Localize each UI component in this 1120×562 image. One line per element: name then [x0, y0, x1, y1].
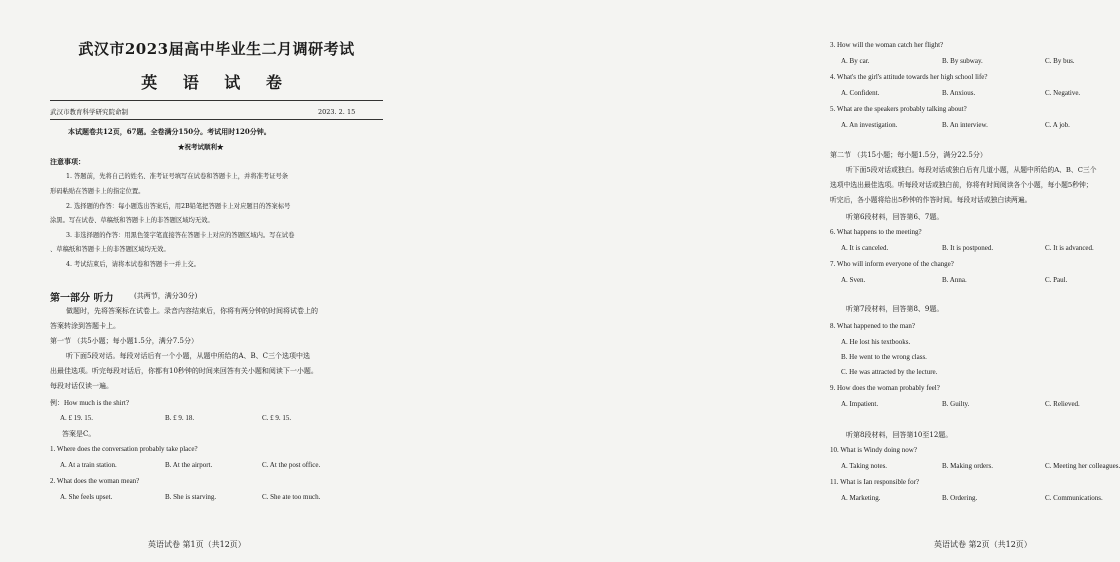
option-b: B. By subway.	[942, 57, 983, 65]
material-6: 听第6段材料，回答第6、7题。	[846, 213, 944, 221]
page-footer: 英语试卷 第2页（共12页）	[934, 540, 1032, 549]
instruction-line: 听完后，各小题将给出5秒钟的作答时间。每段对话或独白读两遍。	[830, 196, 1032, 204]
question-8: 8. What happened to the man?	[830, 322, 916, 330]
page-left	[0, 0, 397, 562]
option-a: A. Taking notes.	[841, 462, 888, 470]
issuer: 武汉市教育科学研究院命制	[50, 108, 128, 116]
option-b: B. Guilty.	[942, 400, 970, 408]
exam-title: 武汉市2023届高中毕业生二月调研考试	[78, 40, 355, 58]
instruction-line: 听下面5段对话。每段对话后有一个小题，从题中所给的A、B、C三个选项中选	[66, 352, 311, 360]
page-right	[397, 0, 1120, 562]
option-b: B. Ordering.	[942, 494, 978, 502]
material-7: 听第7段材料，回答第8、9题。	[846, 305, 944, 313]
option-b: B. It is postponed.	[942, 244, 994, 252]
option-a: A. £ 19. 15.	[60, 414, 94, 422]
instruction-line: 答案转涂到答题卡上。	[50, 322, 120, 330]
note-line: 涂黑。写在试卷、草稿纸和答题卡上的非答题区域均无效。	[50, 217, 214, 224]
notes-heading: 注意事项：	[50, 157, 85, 166]
part1-note: (共两节，满分30分)	[134, 292, 198, 300]
option-b: B. She is starving.	[165, 493, 217, 501]
instruction-line: 听下面5段对话或独白。每段对话或独白后有几道小题，从题中所给的A、B、C三个	[846, 166, 1097, 174]
note-line: 4. 考试结束后，请将本试卷和答题卡一并上交。	[66, 261, 200, 268]
note-line: 、草稿纸和答题卡上的非答题区域均无效。	[50, 246, 170, 253]
option-c: C. It is advanced.	[1045, 244, 1094, 252]
note-line: 3. 非选择题的作答：用黑色签字笔直接答在答题卡上对应的答题区域内。写在试卷	[66, 232, 295, 239]
instruction-line: 选项中选出最佳选项。听每段对话或独白前，你将有时间阅读各个小题，每小题5秒钟；	[830, 181, 1093, 189]
option-a: A. Marketing.	[841, 494, 881, 502]
example-answer: 答案是C。	[62, 430, 96, 438]
option-b: B. Making orders.	[942, 462, 993, 470]
option-b: B. An interview.	[942, 121, 988, 129]
option-b: B. Anxious.	[942, 89, 976, 97]
option-a: A. He lost his textbooks.	[841, 338, 911, 346]
section1-heading: 第一节 （共5小题；每小题1.5分，满分7.5分）	[50, 337, 198, 345]
question-4: 4. What's the girl's attitude towards her high school life?	[830, 73, 988, 81]
section2-heading: 第二节 （共15小题；每小题1.5分，满分22.5分）	[830, 151, 987, 159]
option-c: C. By bus.	[1045, 57, 1075, 65]
option-c: C. He was attracted by the lecture.	[841, 368, 938, 376]
option-b: B. He went to the wrong class.	[841, 353, 927, 361]
divider	[50, 119, 383, 120]
option-b: B. At the airport.	[165, 461, 213, 469]
example-question: 例：How much is the shirt?	[50, 399, 129, 407]
note-line: 形码粘贴在答题卡上的指定位置。	[50, 188, 145, 195]
exam-subtitle: 英 语 试 卷	[141, 73, 292, 92]
option-a: A. An investigation.	[841, 121, 898, 129]
option-c: C. Meeting her colleagues.	[1045, 462, 1120, 470]
option-a: A. At a train station.	[60, 461, 117, 469]
good-luck: ★祝考试顺利★	[178, 143, 224, 151]
question-11: 11. What is Ian responsible for?	[830, 478, 920, 486]
question-2: 2. What does the woman mean?	[50, 477, 140, 485]
option-b: B. £ 9. 18.	[165, 414, 195, 422]
option-c: C. Paul.	[1045, 276, 1068, 284]
instruction-line: 每段对话仅读一遍。	[50, 382, 113, 390]
material-8: 听第8段材料，回答第10至12题。	[846, 431, 953, 439]
option-b: B. Anna.	[942, 276, 967, 284]
note-line: 2. 选择题的作答：每小题选出答案后，用2B铅笔把答题卡上对应题目的答案标号	[66, 203, 291, 210]
divider	[50, 100, 383, 101]
option-c: C. She ate too much.	[262, 493, 321, 501]
option-a: A. She feels upset.	[60, 493, 113, 501]
option-a: A. Impatient.	[841, 400, 879, 408]
option-a: A. By car.	[841, 57, 870, 65]
option-a: A. Confident.	[841, 89, 880, 97]
question-9: 9. How does the woman probably feel?	[830, 384, 940, 392]
question-10: 10. What is Windy doing now?	[830, 446, 917, 454]
exam-info: 本试题卷共12页，67题。全卷满分150分。考试用时120分钟。	[68, 127, 271, 136]
note-line: 1. 答题前，先将自己的姓名、准考证号填写在试卷和答题卡上，并将准考证号条	[66, 173, 289, 180]
question-1: 1. Where does the conversation probably take place?	[50, 445, 198, 453]
option-a: A. Sven.	[841, 276, 866, 284]
instruction-line: 做题时，先将答案标在试卷上。录音内容结束后，你将有两分钟的时间将试卷上的	[66, 307, 318, 315]
question-3: 3. How will the woman catch her flight?	[830, 41, 944, 49]
question-7: 7. Who will inform everyone of the change?	[830, 260, 954, 268]
option-c: C. At the post office.	[262, 461, 321, 469]
page-footer: 英语试卷 第1页（共12页）	[148, 540, 246, 549]
part1-title: 第一部分 听力	[50, 293, 114, 304]
option-c: C. £ 9. 15.	[262, 414, 292, 422]
option-a: A. It is canceled.	[841, 244, 889, 252]
option-c: C. Relieved.	[1045, 400, 1080, 408]
option-c: C. A job.	[1045, 121, 1070, 129]
option-c: C. Negative.	[1045, 89, 1081, 97]
exam-date: 2023. 2. 15	[318, 108, 356, 116]
question-5: 5. What are the speakers probably talking about?	[830, 105, 967, 113]
instruction-line: 出最佳选项。听完每段对话后，你都有10秒钟的时间来回答有关小题和阅读下一小题。	[50, 367, 318, 375]
question-6: 6. What happens to the meeting?	[830, 228, 922, 236]
option-c: C. Communications.	[1045, 494, 1103, 502]
